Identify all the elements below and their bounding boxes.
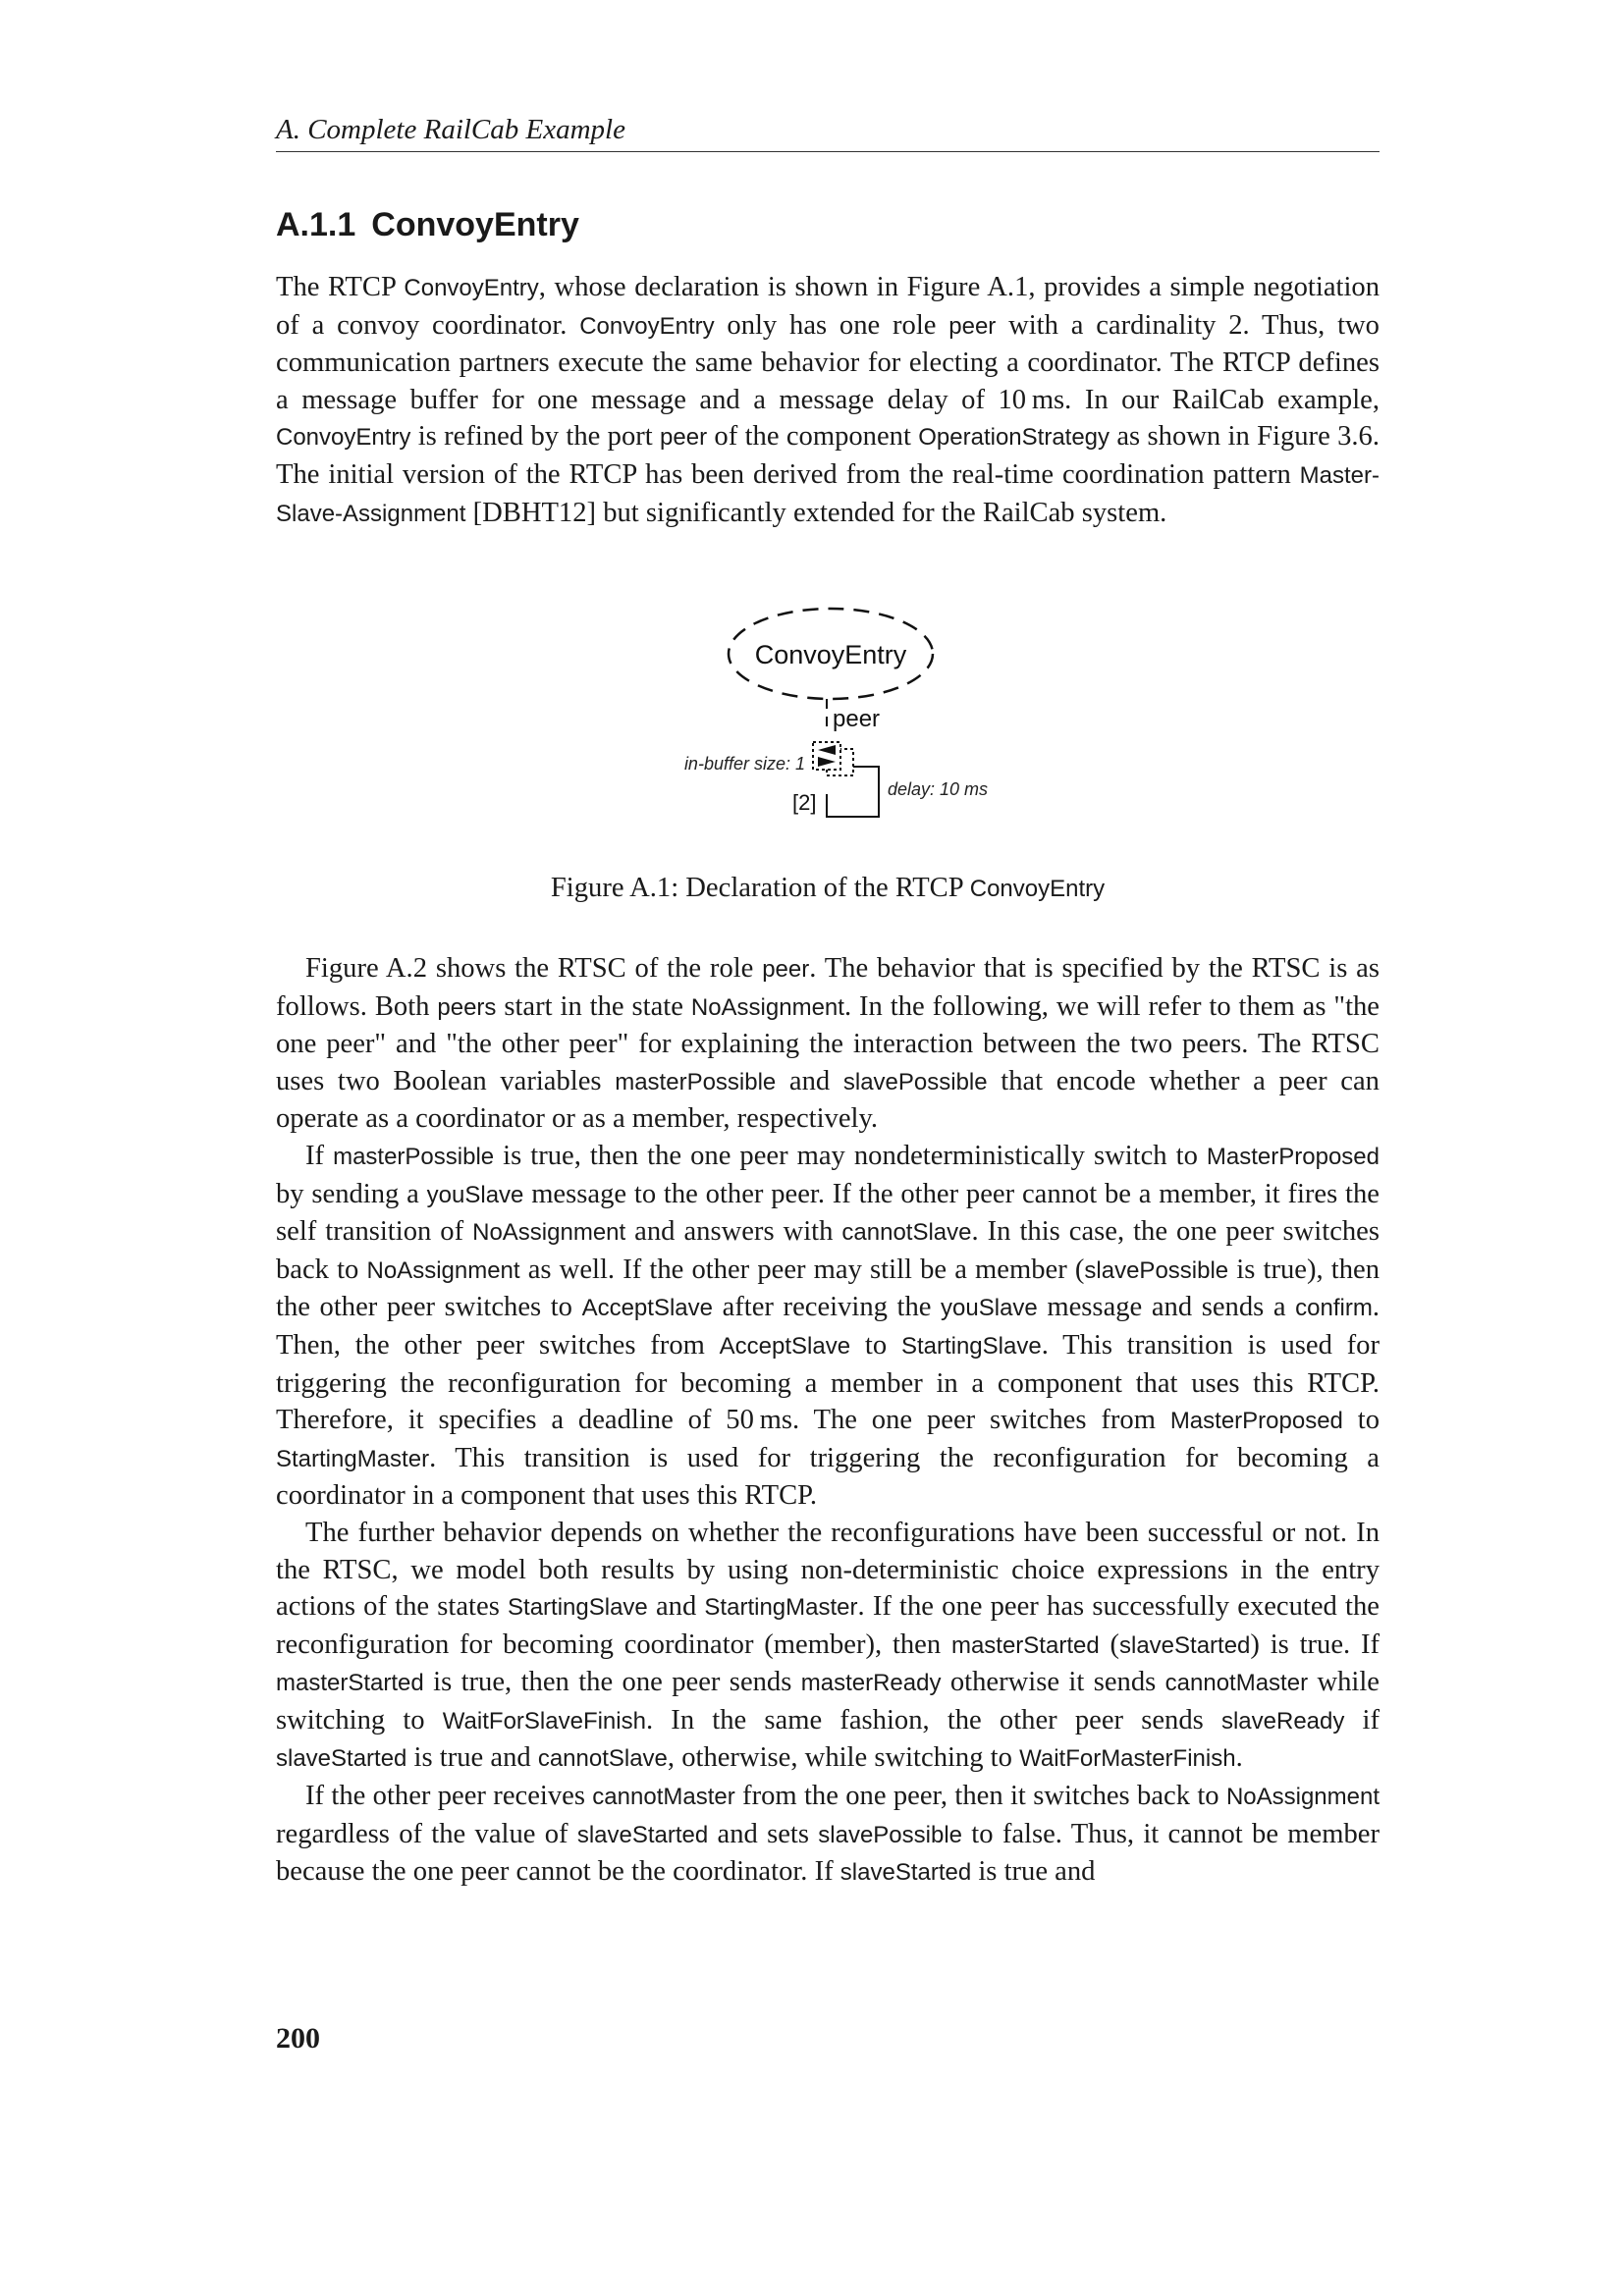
body-text: [276, 950, 1380, 1892]
running-head: A. Complete RailCab Example: [276, 110, 1380, 152]
role-label: peer: [833, 706, 881, 732]
figure-convoyentry-declaration: [648, 599, 1041, 834]
figure-caption: Figure A.1: Declaration of the RTCP ConvoyEntry: [550, 873, 1106, 903]
section-number: A.1.1: [276, 206, 356, 243]
buffer-size-label: in-buffer size: 1: [683, 754, 805, 774]
paragraph: If masterPossible is true, then the one peer may nondeterministically switch to MasterProposed by sending a youSlave message to the other peer. If the other peer cannot be a member, it fires the self transition of NoAssignment and answers with cannotSlave. In this case, the one peer switches back to NoAssignment as well. If the other peer may still be a member (slavePossible is true), then the other peer switches to AcceptSlave after receiving the youSlave message and sends a confirm. Then, the other peer switches from AcceptSlave to StartingSlave. This transition is used for triggering the reconfiguration for becoming a member in a component that uses this RTCP. Therefore, it specifies a deadline of 50 ms. The one peer switches from MasterProposed to StartingMaster. This transition is used for triggering the reconfiguration for becoming a coordinator in a component that uses this RTCP.: [276, 1140, 1380, 1512]
port-square: [813, 742, 840, 770]
paragraph: The further behavior depends on whether the reconfigurations have been successful or not. In the RTSC, we model both results by using non-deterministic choice expressions in the entry actions of the states StartingSlave and StartingMaster. If the one peer has successfully executed the reconfiguration for becoming coordinator (member), then masterStarted (slaveStarted) is true. If masterStarted is true, then the one peer sends masterReady otherwise it sends cannotMaster while switching to WaitForSlaveFinish. In the same fashion, the other peer sends slaveReady if slaveStarted is true and cannotSlave, otherwise, while switching to WaitForMasterFinish.: [276, 1517, 1380, 1774]
section-heading: [276, 206, 579, 244]
protocol-name-label: ConvoyEntry: [754, 640, 907, 669]
delay-label: delay: 10 ms: [888, 779, 989, 799]
page-number: 200: [276, 2022, 320, 2055]
paragraph: Figure A.2 shows the RTSC of the role peer. The behavior that is specified by the RTSC is as follows. Both peers start in the state NoAssignment. In the following, we will refer to them as "the one peer" and "the other peer" for explaining the interaction between the two peers. The RTSC uses two Boolean variables masterPossible and slavePossible that encode whether a peer can operate as a coordinator or as a member, respectively.: [276, 953, 1380, 1135]
section-title: ConvoyEntry: [371, 206, 579, 243]
cardinality-label: [2]: [792, 790, 817, 815]
paragraph: If the other peer receives cannotMaster from the one peer, then it switches back to NoAssignment regardless of the value of slaveStarted and sets slavePossible to false. Thus, it cannot be member because the one peer cannot be the coordinator. If slaveStarted is true and: [276, 1781, 1380, 1888]
paragraph-intro: The RTCP ConvoyEntry, whose declaration is shown in Figure A.1, provides a simple negotiation of a convoy coordinator. ConvoyEntry only has one role peer with a cardinality 2. Thus, two communication partners execute the same behavior for electing a coordinator. The RTCP defines a message buffer for one message and a message delay of 10 ms. In our RailCab example, ConvoyEntry is refined by the port peer of the component OperationStrategy as shown in Figure 3.6. The initial version of the RTCP has been derived from the real-time coordination pattern Master-Slave-Assignment [DBHT12] but significantly extended for the RailCab system.: [276, 272, 1380, 528]
